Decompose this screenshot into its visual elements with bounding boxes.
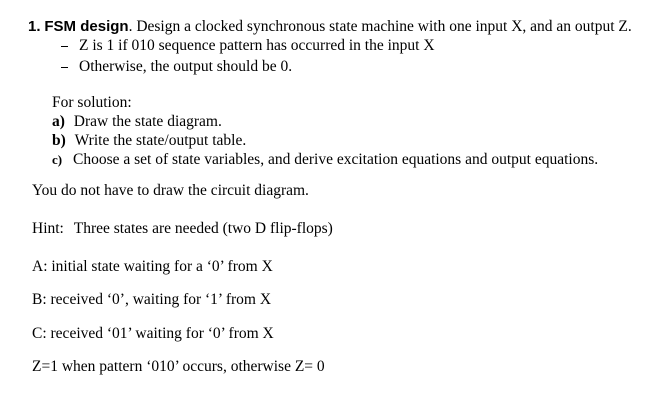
requirement-bullet: Z is 1 if 010 sequence pattern has occurred in the input X [79,37,435,54]
bullet-dash [61,46,68,47]
hint-text: Three states are needed (two D flip-flops) [73,220,333,237]
item-text: Write the state/output table. [74,132,247,149]
item-label: b) [52,132,66,149]
question-title: FSM design [44,18,129,35]
item-text: Draw the state diagram. [73,113,222,130]
hint-line [32,220,333,238]
item-label: c) [52,152,63,167]
solution-heading: For solution: [52,94,132,111]
solution-item [52,132,246,150]
note-text: You do not have to draw the circuit diagram. [32,182,309,199]
question-number: 1. [28,18,41,35]
requirement-bullet: Otherwise, the output should be 0. [79,58,293,75]
state-description: C: received ‘01’ waiting for ‘0’ from X [32,325,274,342]
item-label: a) [52,113,65,130]
state-description: A: initial state waiting for a ‘0’ from X [32,258,273,275]
state-description: B: received ‘0’, waiting for ‘1’ from X [32,291,272,308]
bullet-dash [61,67,68,68]
solution-item [52,113,222,131]
output-rule: Z=1 when pattern ‘010’ occurs, otherwise Z= 0 [32,358,325,375]
item-text: Choose a set of state variables, and derive excitation equations and output equations. [72,151,599,168]
hint-label: Hint: [32,220,64,237]
question-intro: . Design a clocked synchronous state machine with one input X, and an output Z. [128,18,632,35]
solution-item [52,151,598,169]
question-heading [28,18,632,36]
